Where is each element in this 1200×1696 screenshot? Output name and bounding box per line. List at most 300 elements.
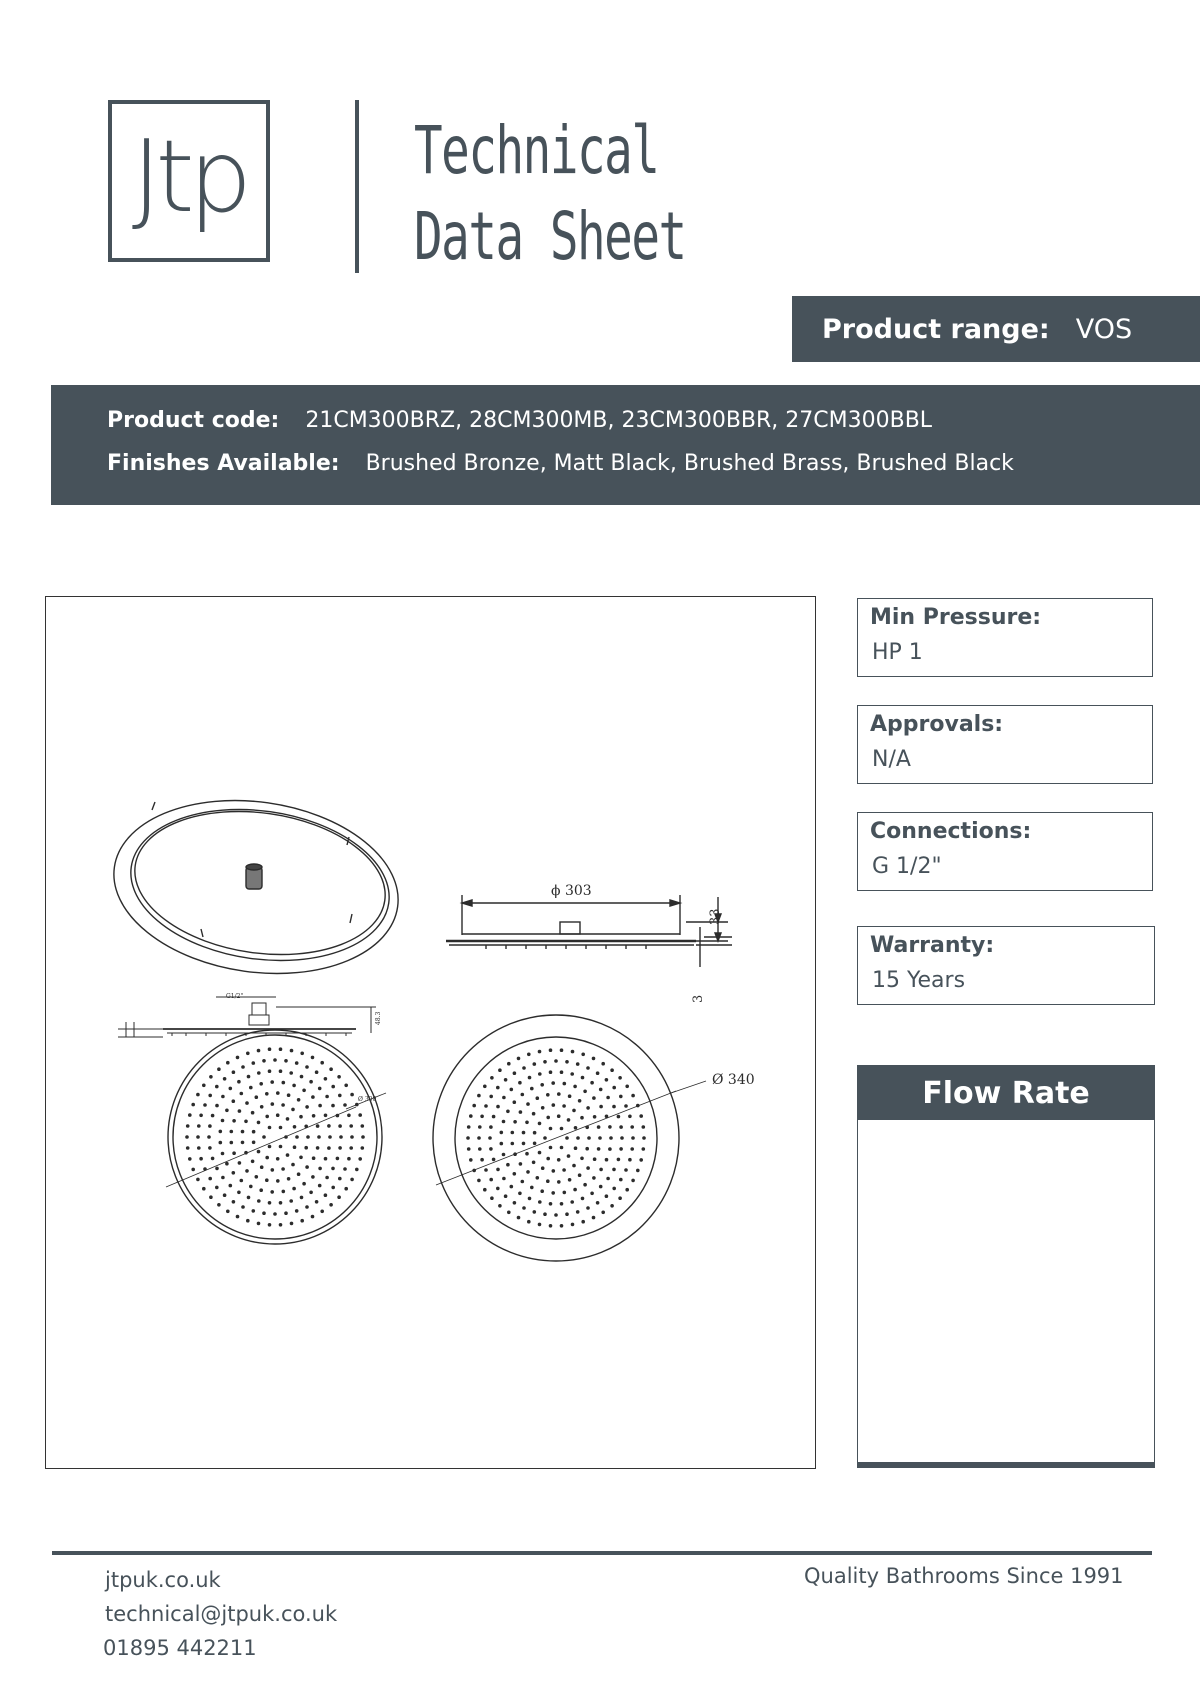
nozzle-dot [576, 1062, 580, 1066]
nozzle-dot [238, 1161, 242, 1165]
nozzle-dot [295, 1061, 299, 1065]
nozzle-dot [467, 1147, 471, 1151]
dim-g12: G1/2" [226, 993, 244, 1000]
document-title [414, 108, 686, 280]
nozzle-dot [311, 1056, 315, 1060]
nozzle-dot [513, 1100, 517, 1104]
nozzle-dot [295, 1209, 299, 1213]
nozzle-dot [502, 1096, 506, 1100]
dim-33: 33 [708, 908, 723, 925]
nozzle-dot [318, 1184, 322, 1188]
product-range-value: VOS [1075, 313, 1133, 345]
nozzle-dot [188, 1157, 192, 1161]
nozzle-dot [619, 1178, 623, 1182]
nozzle-dot [510, 1185, 514, 1189]
nozzle-dot [521, 1093, 525, 1097]
nozzle-dot [225, 1162, 229, 1166]
nozzle-dot [257, 1150, 261, 1154]
dim-small-height: 48.3 [375, 1011, 382, 1025]
nozzle-dot [636, 1104, 640, 1108]
logo-divider [355, 100, 359, 273]
nozzle-dot [347, 1157, 351, 1161]
nozzle-dot [642, 1147, 646, 1151]
nozzle-dot [276, 1113, 280, 1117]
nozzle-dot [241, 1141, 245, 1145]
nozzle-dot [268, 1201, 272, 1205]
nozzle-dot [302, 1182, 306, 1186]
nozzle-dot [262, 1059, 266, 1063]
nozzle-dot [554, 1059, 558, 1063]
nozzle-dot [605, 1194, 609, 1198]
footer-tagline: Quality Bathrooms Since 1991 [804, 1564, 1124, 1588]
nozzle-dot [546, 1157, 550, 1161]
nozzle-dot [546, 1093, 550, 1097]
nozzle-dot [185, 1135, 189, 1139]
nozzle-dot [518, 1081, 522, 1085]
nozzle-dot [268, 1047, 272, 1051]
nozzle-dot [552, 1169, 556, 1173]
nozzle-dot [230, 1130, 234, 1134]
nozzle-dot [567, 1154, 571, 1158]
spec-label: Min Pressure: [870, 605, 1042, 630]
nozzle-dot [223, 1077, 227, 1081]
nozzle-dot [610, 1068, 614, 1072]
nozzle-dot [259, 1082, 263, 1086]
nozzle-dot [315, 1070, 319, 1074]
nozzle-dot [284, 1135, 288, 1139]
nozzle-dot [217, 1067, 221, 1071]
nozzle-dot [519, 1162, 523, 1166]
nozzle-dot [557, 1092, 561, 1096]
nozzle-dot [560, 1202, 564, 1206]
nozzle-dot [221, 1119, 225, 1123]
nozzle-dot [284, 1211, 288, 1215]
nozzle-dot [343, 1103, 347, 1107]
nozzle-dot [631, 1094, 635, 1098]
nozzle-dot [361, 1146, 365, 1150]
nozzle-dot [270, 1190, 274, 1194]
nozzle-dot [557, 1114, 561, 1118]
nozzle-dot [229, 1184, 233, 1188]
nozzle-dot [560, 1127, 564, 1131]
nozzle-dot [490, 1196, 494, 1200]
nozzle-dot [478, 1125, 482, 1129]
nozzle-dot [215, 1167, 219, 1171]
nozzle-dot [290, 1222, 294, 1226]
nozzle-dot [630, 1147, 634, 1151]
nozzle-dot [639, 1158, 643, 1162]
nozzle-dot [318, 1167, 322, 1171]
nozzle-dot [563, 1191, 567, 1195]
nozzle-dot [199, 1157, 203, 1161]
nozzle-dot [221, 1176, 225, 1180]
nozzle-dot [472, 1169, 476, 1173]
nozzle-dot [338, 1124, 342, 1128]
nozzle-dot [541, 1106, 545, 1110]
nozzle-dot [355, 1103, 359, 1107]
nozzle-dot [502, 1120, 506, 1124]
nozzle-dot [496, 1187, 500, 1191]
nozzle-dot [329, 1067, 333, 1071]
nozzle-dot [586, 1166, 590, 1170]
nozzle-dot [325, 1176, 329, 1180]
nozzle-dot [295, 1135, 299, 1139]
nozzle-dot [598, 1136, 602, 1140]
nozzle-dot [549, 1127, 553, 1131]
nozzle-dot [240, 1179, 244, 1183]
nozzle-dot [543, 1212, 547, 1216]
nozzle-dot [209, 1075, 213, 1079]
nozzle-dot [583, 1090, 587, 1094]
nozzle-dot [255, 1175, 259, 1179]
flow-rate-panel [857, 1065, 1155, 1468]
dim-340: Ø 340 [712, 1072, 755, 1088]
nozzle-dot [252, 1209, 256, 1213]
nozzle-dot [489, 1095, 493, 1099]
nozzle-dot [203, 1103, 207, 1107]
nozzle-dot [336, 1114, 340, 1118]
nozzle-dot [599, 1185, 603, 1189]
nozzle-dot [208, 1146, 212, 1150]
nozzle-dot [251, 1111, 255, 1115]
nozzle-dot [260, 1105, 264, 1109]
nozzle-dot [599, 1168, 603, 1172]
nozzle-dot [197, 1146, 201, 1150]
nozzle-dot [202, 1084, 206, 1088]
nozzle-dot [518, 1192, 522, 1196]
nozzle-dot [309, 1191, 313, 1195]
nozzle-dot [592, 1216, 596, 1220]
technical-drawing [45, 596, 816, 1469]
nozzle-dot [533, 1142, 537, 1146]
nozzle-dot [211, 1157, 215, 1161]
nozzle-dot [208, 1177, 212, 1181]
nozzle-dot [538, 1050, 542, 1054]
nozzle-dot [513, 1071, 517, 1075]
nozzle-dot [209, 1195, 213, 1199]
nozzle-dot [546, 1179, 550, 1183]
nozzle-dot [549, 1048, 553, 1052]
nozzle-dot [605, 1158, 609, 1162]
nozzle-dot [538, 1151, 542, 1155]
nozzle-dot [538, 1223, 542, 1227]
nozzle-dot [320, 1210, 324, 1214]
nozzle-dot [618, 1076, 622, 1080]
nozzle-dot [496, 1086, 500, 1090]
nozzle-dot [540, 1083, 544, 1087]
nozzle-dot [538, 1122, 542, 1126]
nozzle-dot [592, 1176, 596, 1180]
nozzle-dot [573, 1188, 577, 1192]
nozzle-dot [276, 1179, 280, 1183]
nozzle-dot [305, 1105, 309, 1109]
nozzle-dot [252, 1061, 256, 1065]
nozzle-dot [249, 1185, 253, 1189]
nozzle-dot [513, 1172, 517, 1176]
nozzle-dot [530, 1087, 534, 1091]
spec-label: Approvals: [870, 712, 1004, 737]
nozzle-dot [586, 1206, 590, 1210]
nozzle-dot [232, 1151, 236, 1155]
nozzle-dot [329, 1203, 333, 1207]
nozzle-dot [572, 1164, 576, 1168]
nozzle-dot [350, 1178, 354, 1182]
nozzle-dot [593, 1115, 597, 1119]
nozzle-dot [304, 1125, 308, 1129]
nozzle-dot [549, 1146, 553, 1150]
product-code-value: 21CM300BRZ, 28CM300MB, 23CM300BBR, 27CM300BBL [305, 408, 933, 433]
nozzle-dot [532, 1112, 536, 1116]
nozzle-dot [311, 1215, 315, 1219]
nozzle-dot [311, 1095, 315, 1099]
nozzle-dot [498, 1068, 502, 1072]
nozzle-dot [597, 1125, 601, 1129]
nozzle-dot [338, 1094, 342, 1098]
nozzle-dot [578, 1099, 582, 1103]
nozzle-dot [225, 1109, 229, 1113]
nozzle-dot [300, 1052, 304, 1056]
nozzle-dot [339, 1135, 343, 1139]
nozzle-dot [570, 1072, 574, 1076]
nozzle-dot [533, 1131, 537, 1135]
nozzle-dot [240, 1092, 244, 1096]
nozzle-dot [297, 1098, 301, 1102]
dim-3: 3 [691, 994, 706, 1003]
nozzle-dot [511, 1131, 515, 1135]
nozzle-dot [324, 1114, 328, 1118]
nozzle-dot [305, 1205, 309, 1209]
nozzle-dot [624, 1168, 628, 1172]
nozzle-dot [282, 1081, 286, 1085]
nozzle-dot [538, 1200, 542, 1204]
nozzle-dot [241, 1065, 245, 1069]
nozzle-dot [619, 1125, 623, 1129]
nozzle-dot [236, 1215, 240, 1219]
nozzle-dot [478, 1147, 482, 1151]
nozzle-dot [203, 1167, 207, 1171]
nozzle-dot [581, 1053, 585, 1057]
nozzle-dot [291, 1163, 295, 1167]
nozzle-dot [350, 1093, 354, 1097]
nozzle-dot [563, 1082, 567, 1086]
nozzle-dot [265, 1092, 269, 1096]
nozzle-dot [279, 1201, 283, 1205]
flow-rate-title: Flow Rate [858, 1066, 1154, 1120]
nozzle-dot [533, 1210, 537, 1214]
nozzle-dot [230, 1141, 234, 1145]
nozzle-dot [268, 1126, 272, 1130]
nozzle-dot [513, 1120, 517, 1124]
spec-value: N/A [872, 747, 911, 772]
nozzle-dot [223, 1193, 227, 1197]
nozzle-dot [257, 1071, 261, 1075]
nozzle-dot [557, 1180, 561, 1184]
nozzle-dot [251, 1160, 255, 1164]
nozzle-dot [215, 1186, 219, 1190]
nozzle-dot [361, 1135, 365, 1139]
nozzle-dot [276, 1157, 280, 1161]
nozzle-dot [208, 1124, 212, 1128]
nozzle-dot [312, 1114, 316, 1118]
spec-connections [857, 812, 1153, 891]
technical-drawing-svg [46, 597, 817, 1470]
nozzle-dot [530, 1186, 534, 1190]
nozzle-dot [469, 1114, 473, 1118]
spec-label: Warranty: [870, 933, 995, 958]
nozzle-dot [299, 1156, 303, 1160]
nozzle-dot [316, 1146, 320, 1150]
nozzle-dot [217, 1203, 221, 1207]
nozzle-dot [262, 1211, 266, 1215]
nozzle-dot [541, 1166, 545, 1170]
nozzle-dot [562, 1104, 566, 1108]
nozzle-dot [612, 1187, 616, 1191]
nozzle-dot [273, 1212, 277, 1216]
plan-view-right [433, 1015, 706, 1261]
nozzle-dot [483, 1188, 487, 1192]
nozzle-dot [337, 1075, 341, 1079]
nozzle-dot [484, 1104, 488, 1108]
nozzle-dot [592, 1096, 596, 1100]
nozzle-dot [580, 1116, 584, 1120]
nozzle-dot [302, 1089, 306, 1093]
finishes-value: Brushed Bronze, Matt Black, Brushed Brass, Brushed Black [365, 451, 1014, 476]
nozzle-dot [246, 1219, 250, 1223]
nozzle-dot [480, 1158, 484, 1162]
nozzle-dot [590, 1192, 594, 1196]
nozzle-dot [628, 1158, 632, 1162]
nozzle-dot [306, 1135, 310, 1139]
dim-small-diameter: Ø 300 [358, 1096, 377, 1103]
nozzle-dot [344, 1187, 348, 1191]
nozzle-dot [543, 1136, 547, 1140]
footer-divider [52, 1551, 1152, 1555]
nozzle-dot [469, 1158, 473, 1162]
nozzle-dot [587, 1136, 591, 1140]
nozzle-dot [249, 1086, 253, 1090]
nozzle-dot [255, 1095, 259, 1099]
nozzle-dot [241, 1205, 245, 1209]
nozzle-dot [504, 1194, 508, 1198]
nozzle-dot [578, 1173, 582, 1177]
nozzle-dot [511, 1142, 515, 1146]
nozzle-dot [232, 1070, 236, 1074]
nozzle-dot [196, 1135, 200, 1139]
nozzle-dot [522, 1066, 526, 1070]
nozzle-dot [279, 1126, 283, 1130]
title-line-1: Technical [414, 112, 659, 189]
nozzle-dot [320, 1061, 324, 1065]
nozzle-dot [573, 1085, 577, 1089]
nozzle-dot [642, 1136, 646, 1140]
nozzle-dot [612, 1105, 616, 1109]
nozzle-dot [221, 1152, 225, 1156]
nozzle-dot [350, 1135, 354, 1139]
nozzle-dot [232, 1171, 236, 1175]
nozzle-dot [244, 1151, 248, 1155]
nozzle-dot [568, 1178, 572, 1182]
nozzle-dot [349, 1146, 353, 1150]
nozzle-dot [618, 1196, 622, 1200]
nozzle-dot [336, 1157, 340, 1161]
nozzle-dot [625, 1188, 629, 1192]
nozzle-dot [492, 1115, 496, 1119]
nozzle-dot [504, 1078, 508, 1082]
nozzle-dot [324, 1193, 328, 1197]
nozzle-dot [287, 1093, 291, 1097]
spec-value: 15 Years [872, 968, 966, 993]
nozzle-dot [226, 1210, 230, 1214]
footer-website[interactable]: jtpuk.co.uk [105, 1568, 221, 1592]
nozzle-dot [208, 1094, 212, 1098]
nozzle-dot [279, 1223, 283, 1227]
nozzle-dot [232, 1200, 236, 1204]
nozzle-dot [293, 1145, 297, 1149]
nozzle-dot [500, 1131, 504, 1135]
nozzle-dot [232, 1099, 236, 1103]
nozzle-dot [639, 1114, 643, 1118]
nozzle-dot [279, 1145, 283, 1149]
nozzle-dot [257, 1199, 261, 1203]
nozzle-dot [331, 1167, 335, 1171]
nozzle-dot [502, 1153, 506, 1157]
nozzle-dot [197, 1124, 201, 1128]
nozzle-dot [215, 1104, 219, 1108]
nozzle-dot [581, 1197, 585, 1201]
nozzle-dot [585, 1126, 589, 1130]
nozzle-dot [593, 1157, 597, 1161]
nozzle-dot [601, 1062, 605, 1066]
nozzle-dot [528, 1076, 532, 1080]
title-line-2: Data Sheet [414, 198, 686, 275]
nozzle-dot [620, 1136, 624, 1140]
nozzle-dot [186, 1124, 190, 1128]
nozzle-dot [246, 1052, 250, 1056]
nozzle-dot [300, 1196, 304, 1200]
nozzle-dot [572, 1109, 576, 1113]
nozzle-dot [270, 1080, 274, 1084]
nozzle-dot [300, 1219, 304, 1223]
nozzle-dot [500, 1142, 504, 1146]
nozzle-dot [318, 1104, 322, 1108]
nozzle-dot [245, 1169, 249, 1173]
nozzle-dot [619, 1147, 623, 1151]
nozzle-dot [276, 1091, 280, 1095]
nozzle-dot [211, 1114, 215, 1118]
nozzle-dot [286, 1117, 290, 1121]
nozzle-dot [560, 1146, 564, 1150]
nozzle-dot [247, 1196, 251, 1200]
nozzle-dot [247, 1075, 251, 1079]
nozzle-dot [506, 1163, 510, 1167]
footer-email[interactable]: technical@jtpuk.co.uk [105, 1602, 338, 1626]
nozzle-dot [636, 1169, 640, 1173]
nozzle-dot [271, 1168, 275, 1172]
nozzle-dot [562, 1168, 566, 1172]
nozzle-dot [522, 1131, 526, 1135]
jtp-logo [108, 100, 270, 262]
nozzle-dot [510, 1088, 514, 1092]
nozzle-dot [219, 1141, 223, 1145]
nozzle-dot [631, 1136, 635, 1140]
nozzle-dot [606, 1177, 610, 1181]
nozzle-dot [279, 1047, 283, 1051]
nozzle-dot [221, 1095, 225, 1099]
spec-value: G 1/2" [872, 854, 942, 879]
nozzle-dot [229, 1087, 233, 1091]
nozzle-dot [297, 1172, 301, 1176]
nozzle-dot [252, 1130, 256, 1134]
